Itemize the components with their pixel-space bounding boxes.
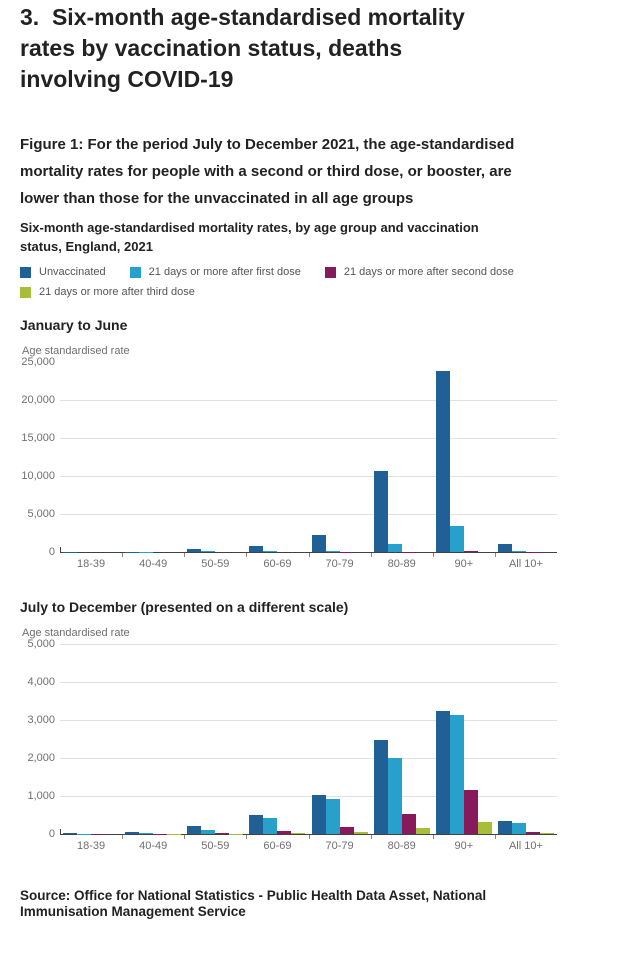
x-axis-labels bbox=[60, 840, 557, 852]
bar bbox=[201, 830, 215, 834]
x-axis-label: 50-59 bbox=[201, 840, 230, 852]
bar-group bbox=[433, 644, 495, 834]
chart-subtitle: Six-month age-standardised mortality rates, by age group and vaccination status, England, 2021 bbox=[20, 220, 479, 254]
y-axis-tick-label: 10,000 bbox=[21, 470, 55, 482]
x-axis-tick bbox=[246, 553, 247, 557]
bar-group bbox=[122, 644, 184, 834]
x-axis-tick bbox=[309, 835, 310, 839]
legend-item bbox=[325, 266, 514, 279]
x-axis-label: 80-89 bbox=[387, 558, 416, 570]
y-axis-tick-label: 5,000 bbox=[27, 638, 55, 650]
bar bbox=[436, 711, 450, 835]
legend-item bbox=[20, 286, 195, 299]
x-axis-tick bbox=[184, 553, 185, 557]
x-axis-tick bbox=[433, 553, 434, 557]
bar bbox=[464, 551, 478, 552]
bar-group bbox=[309, 644, 371, 834]
bar bbox=[263, 551, 277, 552]
bar bbox=[340, 827, 354, 834]
legend-swatch-icon bbox=[130, 267, 141, 278]
bar bbox=[540, 833, 554, 834]
legend-swatch-icon bbox=[20, 267, 31, 278]
legend-label: Unvaccinated bbox=[39, 266, 106, 278]
bar bbox=[249, 815, 263, 834]
x-axis-label: 90+ bbox=[454, 558, 474, 570]
chart-section-title: January to June bbox=[20, 317, 128, 333]
legend-label: 21 days or more after third dose bbox=[39, 286, 195, 298]
x-axis-tick bbox=[433, 835, 434, 839]
bar bbox=[277, 831, 291, 834]
bar bbox=[374, 740, 388, 834]
bar-group bbox=[371, 644, 433, 834]
x-axis-tick bbox=[122, 835, 123, 839]
y-axis-tick-label: 0 bbox=[48, 828, 55, 840]
bar bbox=[374, 471, 388, 552]
bar bbox=[139, 833, 153, 834]
bar bbox=[291, 833, 305, 834]
x-axis-label: 40-49 bbox=[139, 558, 168, 570]
bar bbox=[450, 715, 464, 834]
bar bbox=[450, 526, 464, 552]
bar bbox=[464, 790, 478, 834]
legend-swatch-icon bbox=[325, 267, 336, 278]
x-axis-tick bbox=[122, 553, 123, 557]
bar bbox=[201, 551, 215, 552]
bar bbox=[402, 814, 416, 834]
bar bbox=[326, 551, 340, 552]
x-axis-label: 50-59 bbox=[201, 558, 230, 570]
bar bbox=[526, 832, 540, 834]
x-axis-tick bbox=[184, 835, 185, 839]
x-axis-tick bbox=[371, 835, 372, 839]
bar-group bbox=[122, 362, 184, 552]
x-axis-label: 70-79 bbox=[325, 840, 354, 852]
chart-block-july-december bbox=[20, 598, 593, 852]
bar bbox=[512, 823, 526, 834]
bar bbox=[312, 795, 326, 834]
y-axis-title: Age standardised rate bbox=[22, 627, 130, 639]
chart-block-january-june bbox=[20, 316, 593, 570]
bar-group bbox=[184, 644, 246, 834]
bar bbox=[388, 758, 402, 834]
y-axis-tick-label: 2,000 bbox=[27, 752, 55, 764]
bar bbox=[354, 832, 368, 834]
x-axis-tick bbox=[309, 553, 310, 557]
bar bbox=[312, 535, 326, 552]
bar bbox=[125, 832, 139, 834]
bar-group bbox=[309, 362, 371, 552]
y-axis-tick-label: 3,000 bbox=[27, 714, 55, 726]
y-axis-tick-label: 15,000 bbox=[21, 432, 55, 444]
bar bbox=[249, 546, 263, 552]
plot-area bbox=[60, 362, 557, 553]
y-axis-tick-label: 0 bbox=[48, 546, 55, 558]
bar-group bbox=[371, 362, 433, 552]
bar-chart-july-december bbox=[20, 638, 557, 852]
bar bbox=[498, 821, 512, 834]
bar-group bbox=[60, 362, 122, 552]
x-axis-label: 60-69 bbox=[263, 840, 292, 852]
x-axis-tick bbox=[371, 553, 372, 557]
x-axis-label: 18-39 bbox=[76, 840, 106, 852]
bar bbox=[478, 822, 492, 834]
legend-label: 21 days or more after second dose bbox=[343, 266, 514, 278]
bar-group bbox=[246, 362, 308, 552]
plot-area bbox=[60, 644, 557, 835]
x-axis-tick bbox=[495, 835, 496, 839]
x-axis-tick bbox=[246, 835, 247, 839]
bar-group bbox=[184, 362, 246, 552]
legend-item bbox=[130, 266, 301, 279]
bar-chart-january-june bbox=[20, 356, 557, 570]
legend-label: 21 days or more after first dose bbox=[148, 266, 301, 278]
bar bbox=[388, 544, 402, 552]
bar bbox=[436, 371, 450, 552]
legend-swatch-icon bbox=[20, 287, 31, 298]
x-axis-label: 80-89 bbox=[387, 840, 416, 852]
bar bbox=[63, 833, 77, 834]
x-axis-label: 70-79 bbox=[325, 558, 354, 570]
x-axis-labels bbox=[60, 558, 557, 570]
y-axis-tick-label: 25,000 bbox=[21, 356, 55, 368]
bar-group bbox=[246, 644, 308, 834]
y-axis-tick-label: 4,000 bbox=[27, 676, 55, 688]
bar bbox=[187, 826, 201, 834]
bar bbox=[215, 833, 229, 834]
source-note: Source: Office for National Statistics - Public Health Data Asset, National Immunisation Management Service bbox=[20, 888, 487, 919]
figure-caption: Figure 1: For the period July to December 2021, the age-standardised mortality rates for people with a second or third dose, or booster, are lower than those for the unvaccinated in all age groups bbox=[20, 136, 515, 207]
bar bbox=[498, 544, 512, 552]
y-axis-tick-label: 1,000 bbox=[27, 790, 55, 802]
bar-group bbox=[433, 362, 495, 552]
x-axis-label: All 10+ bbox=[508, 558, 543, 570]
y-axis-tick-label: 5,000 bbox=[27, 508, 55, 520]
bar-group bbox=[60, 644, 122, 834]
y-axis-tick-label: 20,000 bbox=[21, 394, 55, 406]
bar bbox=[326, 799, 340, 834]
page-title: 3. Six-month age-standardised mortality rates by vaccination status, deaths involving COVID-19 bbox=[20, 4, 472, 92]
x-axis-tick bbox=[495, 553, 496, 557]
bar-group bbox=[495, 644, 557, 834]
x-axis-label: 18-39 bbox=[76, 558, 106, 570]
legend-item bbox=[20, 266, 106, 279]
x-axis-label: 60-69 bbox=[263, 558, 292, 570]
bar bbox=[187, 549, 201, 552]
bar bbox=[263, 818, 277, 834]
x-axis-label: 40-49 bbox=[139, 840, 168, 852]
bar-group bbox=[495, 362, 557, 552]
chart-legend bbox=[20, 266, 560, 299]
x-axis-label: 90+ bbox=[454, 840, 474, 852]
bar bbox=[512, 551, 526, 552]
y-axis-title: Age standardised rate bbox=[22, 345, 130, 357]
chart-section-title: July to December (presented on a different scale) bbox=[20, 599, 349, 615]
bar bbox=[416, 828, 430, 834]
x-axis-label: All 10+ bbox=[508, 840, 543, 852]
